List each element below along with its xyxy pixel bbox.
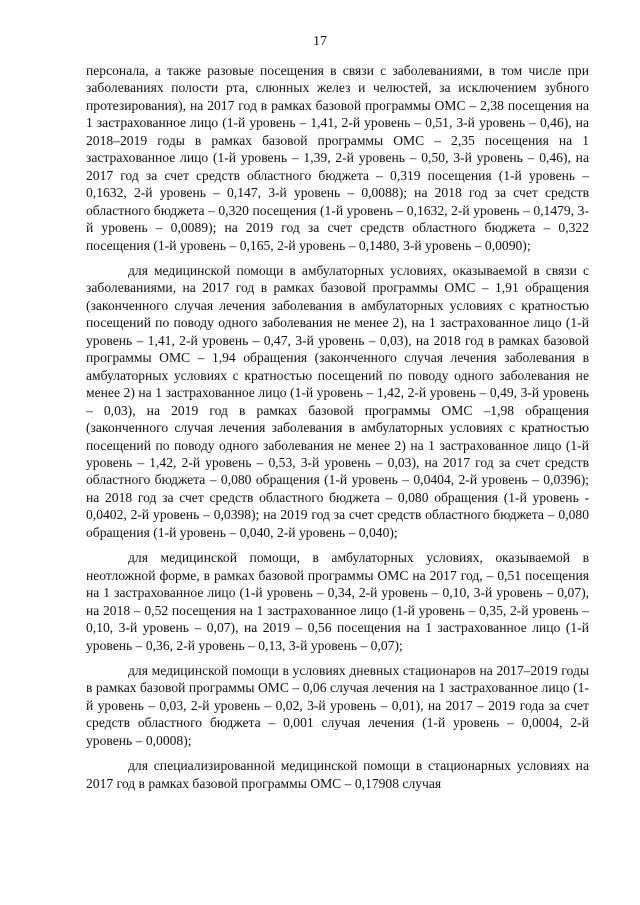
page-number: 17 [313,34,327,49]
paragraph-ambulatory-urgent: для медицинской помощи, в амбулаторных условиях, оказываемой в неотложной форме, в рамках базовой программы ОМС на 2017 год, – 0,51 посещения на 1 застрахованное лицо (1-й уровень – 0,34, 2-й уровень – 0,10, 3-й уровень – 0,07), на 2018 – 0,52 посещения на 1 застрахованное лицо (1-й уровень – 0,35, 2-й уровень – 0,10, 3-й уровень – 0,07), на 2019 – 0,56 посещения на 1 застрахованное лицо (1-й уровень – 0,36, 2-й уровень – 0,13, 3-й уровень – 0,07); [86,550,589,653]
paragraph-ambulatory-diseases: для медицинской помощи в амбулаторных условиях, оказываемой в связи с заболеваниями, на 2017 год в рамках базовой программы ОМС – 1,91 обращения (законченного случая лечения заболевания в амбулаторных условиях с кратностью посещений по поводу одного заболевания не менее 2), на 1 застрахованное лицо (1-й уровень – 1,41, 2-й уровень – 0,47, 3-й уровень – 0,03), на 2018 год в рамках базовой программы ОМС – 1,94 обращения (законченного случая лечения заболевания в амбулаторных условиях с кратностью посещений по поводу одного заболевания не менее 2) на 1 застрахованное лицо (1-й уровень – 1,42, 2-й уровень – 0,49, 3-й уровень – 0,03), на 2019 год в рамках базовой программы ОМС –1,98 обращения (законченного случая лечения заболевания в амбулаторных условиях с кратностью посещений по поводу одного заболевания не менее 2) на 1 застрахованное лицо (1-й уровень – 1,42, 2-й уровень – 0,53, 3-й уровень – 0,03), на 2017 год за счет средств областного бюджета – 0,080 обращения (1-й уровень – 0,0404, 2-й уровень – 0,0396); на 2018 год за счет средств областного бюджета – 0,080 обращения (1-й уровень - 0,0402, 2-й уровень – 0,0398); на 2019 год за счет средств областного бюджета – 0,080 обращения (1-й уровень – 0,040, 2-й уровень – 0,040); [86,262,589,540]
paragraph-day-hospital: для медицинской помощи в условиях дневных стационаров на 2017–2019 годы в рамках базовой программы ОМС – 0,06 случая лечения на 1 застрахованное лицо (1-й уровень – 0,03, 2-й уровень – 0,02, 3-й уровень – 0,01), на 2017 – 2019 года за счет средств областного бюджета – 0,001 случая лечения (1-й уровень – 0,0004, 2-й уровень – 0,0008); [86,662,589,748]
paragraph-continuation: персонала, а также разовые посещения в связи с заболеваниями, в том числе при заболеваниях полости рта, слюнных желез и челюстей, за исключением зубного протезирования), на 2017 год в рамках базовой программы ОМС – 2,38 посещения на 1 застрахованное лицо (1-й уровень – 1,41, 2-й уровень – 0,51, 3-й уровень – 0,46), на 2018–2019 годы в рамках базовой программы ОМС – 2,35 посещения на 1 застрахованное лицо (1-й уровень – 1,39, 2-й уровень – 0,50, 3-й уровень – 0,46), на 2017 год за счет средств областного бюджета – 0,319 посещения (1-й уровень – 0,1632, 2-й уровень – 0,147, 3-й уровень – 0,0088); на 2018 год за счет средств областного бюджета – 0,320 посещения (1-й уровень – 0,1632, 2-й уровень – 0,1479, 3-й уровень – 0,0089); на 2019 год за счет средств областного бюджета – 0,322 посещения (1-й уровень – 0,165, 2-й уровень – 0,1480, 3-й уровень – 0,0090); [86,63,589,253]
paragraph-specialized-inpatient: для специализированной медицинской помощи в стационарных условиях на 2017 год в рамках базовой программы ОМС – 0,17908 случая [86,758,589,791]
body-text [86,62,589,800]
